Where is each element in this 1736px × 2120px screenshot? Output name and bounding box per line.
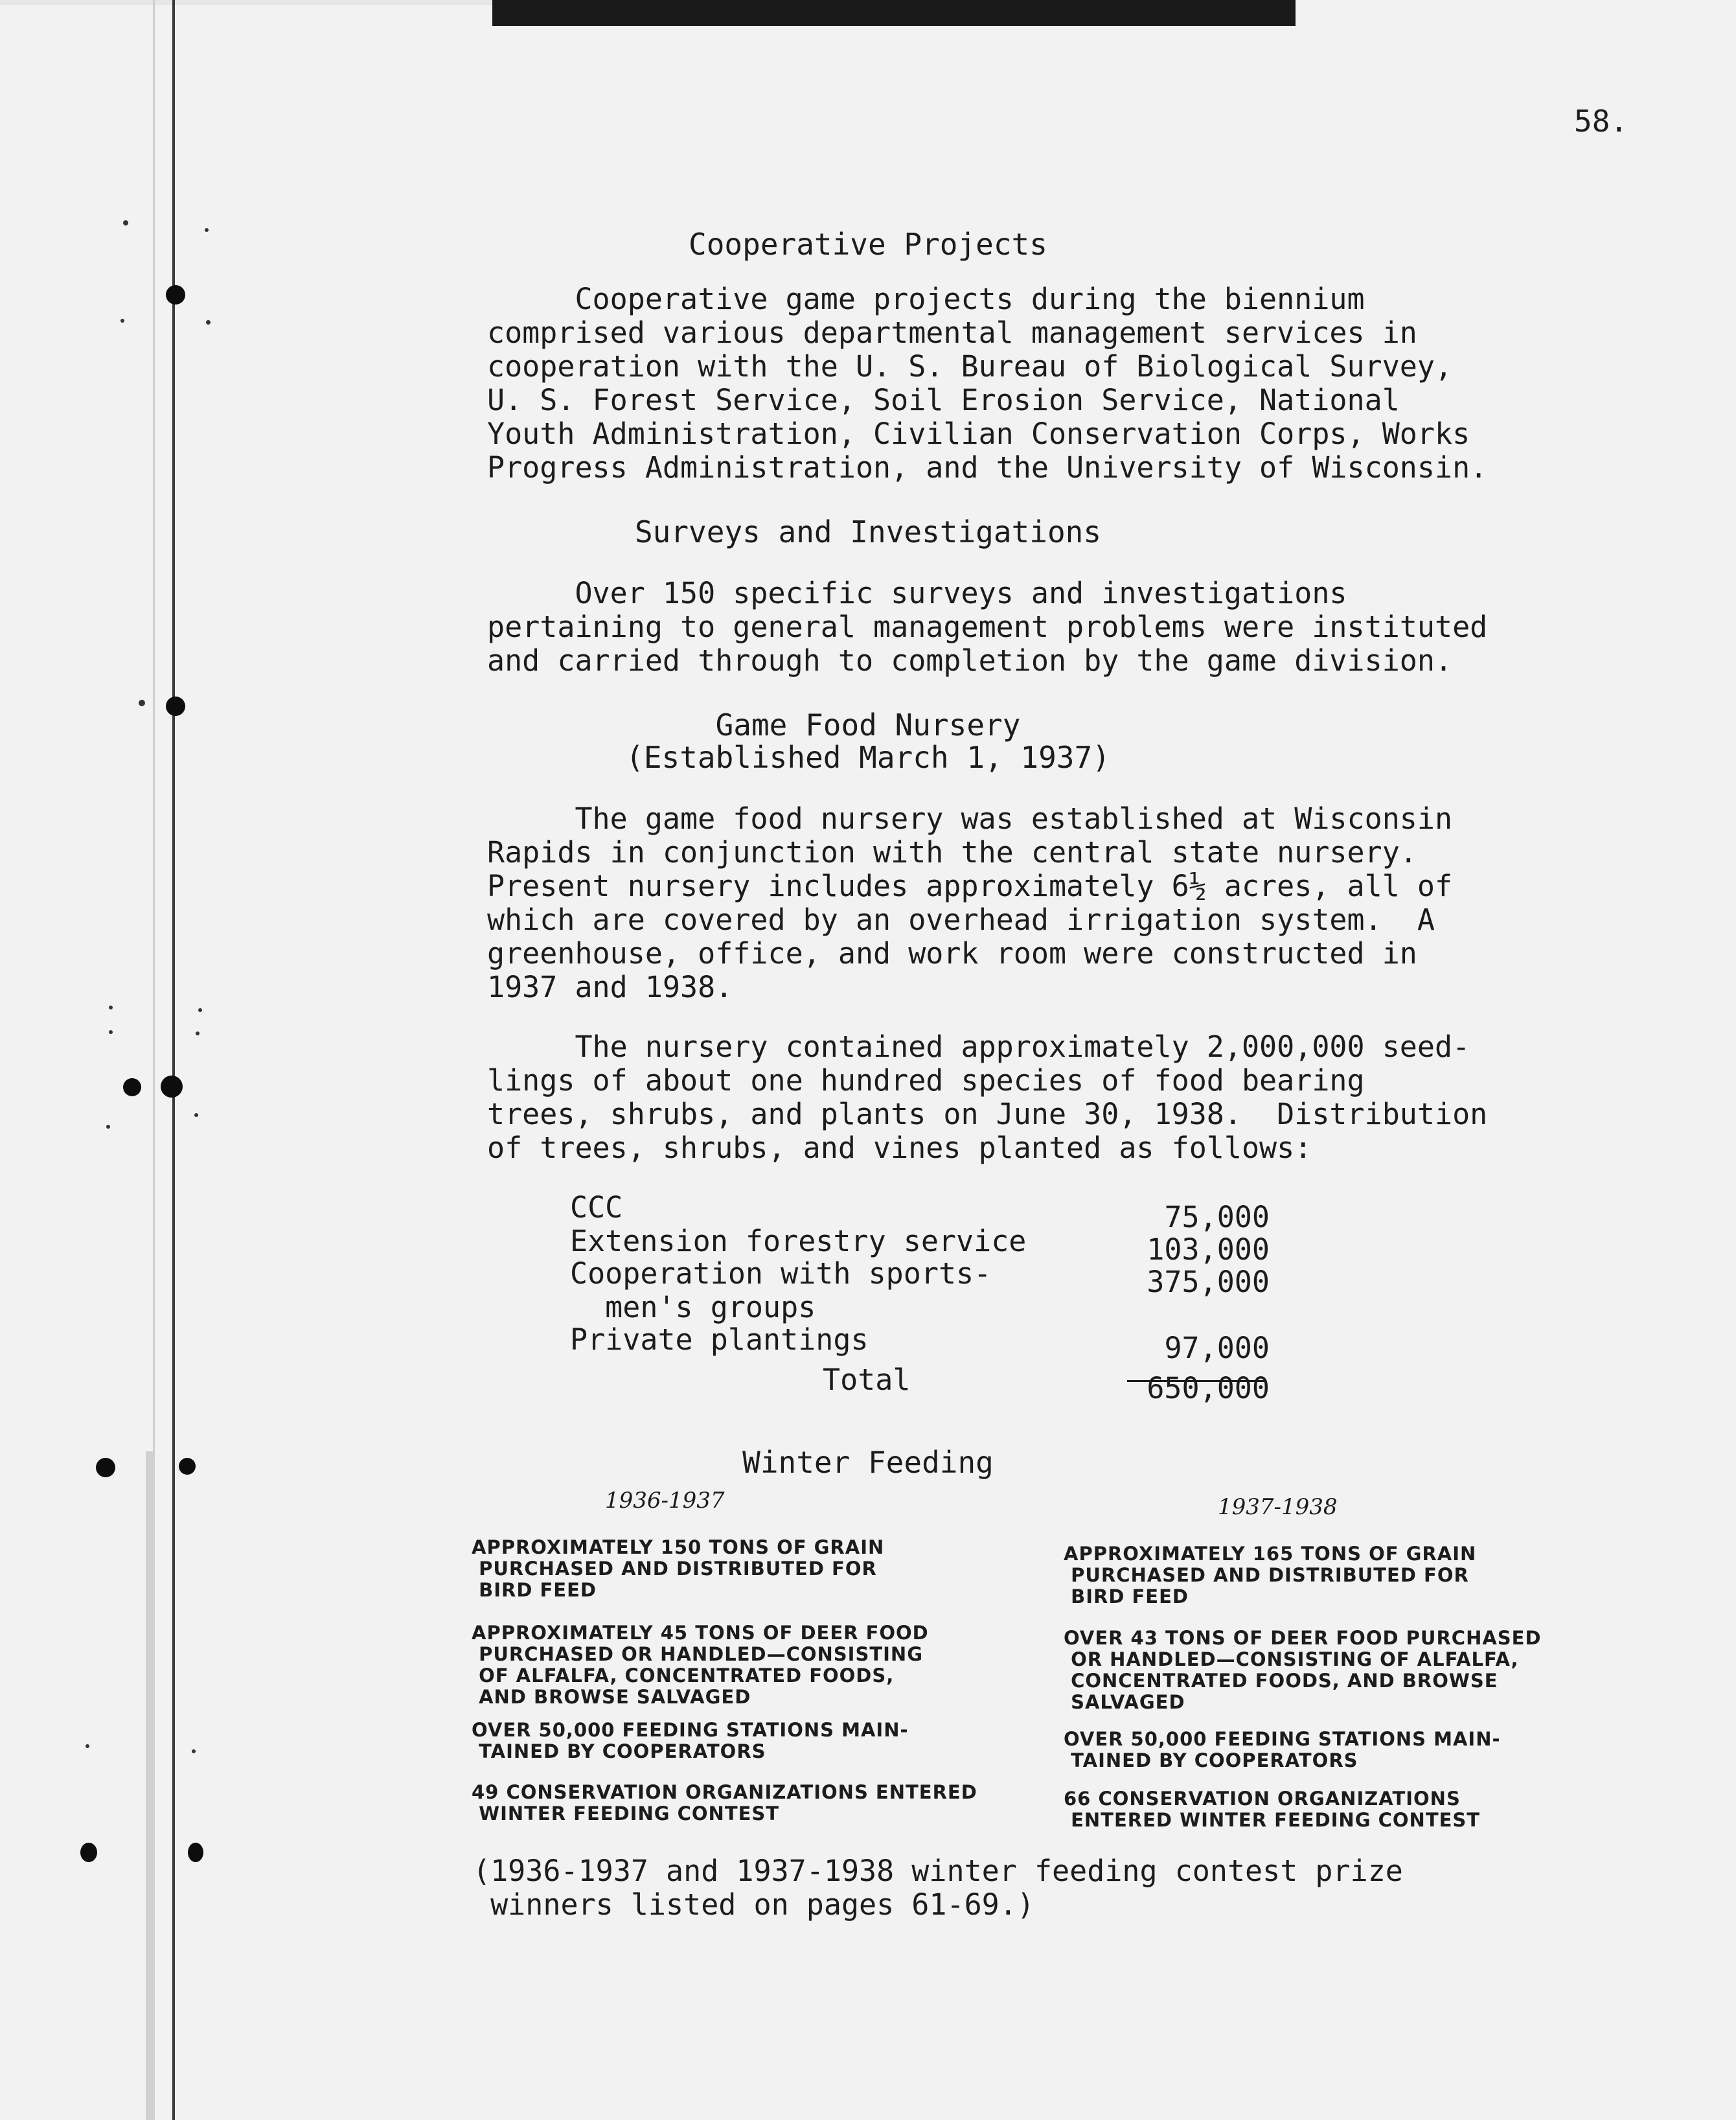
surveys-paragraph: Over 150 specific surveys and investigations pertaining to general management problems were instituted and carried through to completion by the game division. [487,576,1488,678]
speck [120,319,124,323]
distribution-label: CCC [570,1190,623,1225]
punch-hole [123,1078,141,1096]
feeding-item: OVER 50,000 FEEDING STATIONS MAIN- TAINED BY COOPERATORS [472,1719,909,1762]
distribution-value: 97,000 [1164,1331,1270,1365]
cooperative-projects-heading: Cooperative Projects [689,227,1047,262]
distribution-label: Private plantings [570,1322,869,1357]
distribution-value: 75,000 [1164,1200,1270,1234]
feeding-item: OVER 50,000 FEEDING STATIONS MAIN- TAINED BY COOPERATORS [1064,1728,1501,1771]
winter-feeding-note: (1936-1937 and 1937-1938 winter feeding contest prize winners listed on pages 61-69.) [473,1854,1403,1922]
feeding-item: OVER 43 TONS OF DEER FOOD PURCHASED OR HANDLED—CONSISTING OF ALFALFA, CONCENTRATED FOODS, AND BROWSE SALVAGED [1064,1627,1542,1713]
column-year-1936-1937: 1936-1937 [605,1488,725,1514]
page-edge-strip [146,1451,154,2120]
distribution-label: Cooperation with sports- men's groups [570,1256,992,1324]
speck [109,1006,113,1009]
speck [206,320,211,325]
nursery-paragraph-1: The game food nursery was established at Wisconsin Rapids in conjunction with the central state nursery. Present nursery includes approximately 6½ acres, all of which are covered by an overhead irrigation system. A greenhouse, office, and work room were constructed in 1937 and 1938. [487,801,1453,1004]
page-number: 58. [1574,104,1628,139]
speck [139,700,145,706]
speck [86,1744,89,1748]
scan-top-shadow [492,0,1296,26]
feeding-item: 49 CONSERVATION ORGANIZATIONS ENTERED WINTER FEEDING CONTEST [472,1781,977,1825]
total-label: Total [823,1363,911,1397]
column-year-1937-1938: 1937-1938 [1218,1494,1338,1520]
feeding-item: APPROXIMATELY 150 TONS OF GRAIN PURCHASED AND DISTRIBUTED FOR BIRD FEED [472,1536,885,1601]
speck [192,1749,196,1753]
page-top-edge [0,0,492,5]
binding-line [172,0,175,2120]
feeding-item: APPROXIMATELY 165 TONS OF GRAIN PURCHASED AND DISTRIBUTED FOR BIRD FEED [1064,1543,1477,1607]
speck [198,1008,202,1012]
punch-hole [188,1843,203,1862]
punch-hole [166,285,185,305]
distribution-label: Extension forestry service [570,1224,1027,1258]
speck [106,1125,110,1129]
nursery-heading: Game Food Nursery [715,708,1021,743]
distribution-value: 103,000 [1147,1232,1270,1267]
speck [194,1113,198,1117]
feeding-item: APPROXIMATELY 45 TONS OF DEER FOOD PURCHASED OR HANDLED—CONSISTING OF ALFALFA, CONCENTRATED FOODS, AND BROWSE SALVAGED [472,1622,929,1708]
cooperative-projects-paragraph: Cooperative game projects during the biennium comprised various departmental management services in cooperation with the U. S. Bureau of Biological Survey, U. S. Forest Service, Soil Erosion Service, National Youth Administration, Civilian Conservation Corps, Works Progress Administration, and the University of Wisconsin. [487,282,1488,485]
punch-hole [80,1843,97,1862]
speck [123,220,128,225]
nursery-subheading: (Established March 1, 1937) [626,740,1110,775]
total-value: 650,000 [1147,1371,1270,1405]
feeding-item: 66 CONSERVATION ORGANIZATIONS ENTERED WINTER FEEDING CONTEST [1064,1788,1481,1831]
distribution-value: 375,000 [1147,1265,1270,1299]
punch-hole [161,1076,183,1098]
surveys-heading: Surveys and Investigations [634,514,1102,549]
speck [196,1031,200,1035]
nursery-paragraph-2: The nursery contained approximately 2,000,000 seed- lings of about one hundred species of food bearing trees, shrubs, and plants on June 30, 1938. Distribution of trees, shrubs, and vines planted as follows: [487,1030,1488,1165]
winter-feeding-heading: Winter Feeding [742,1445,994,1480]
speck [109,1030,113,1034]
